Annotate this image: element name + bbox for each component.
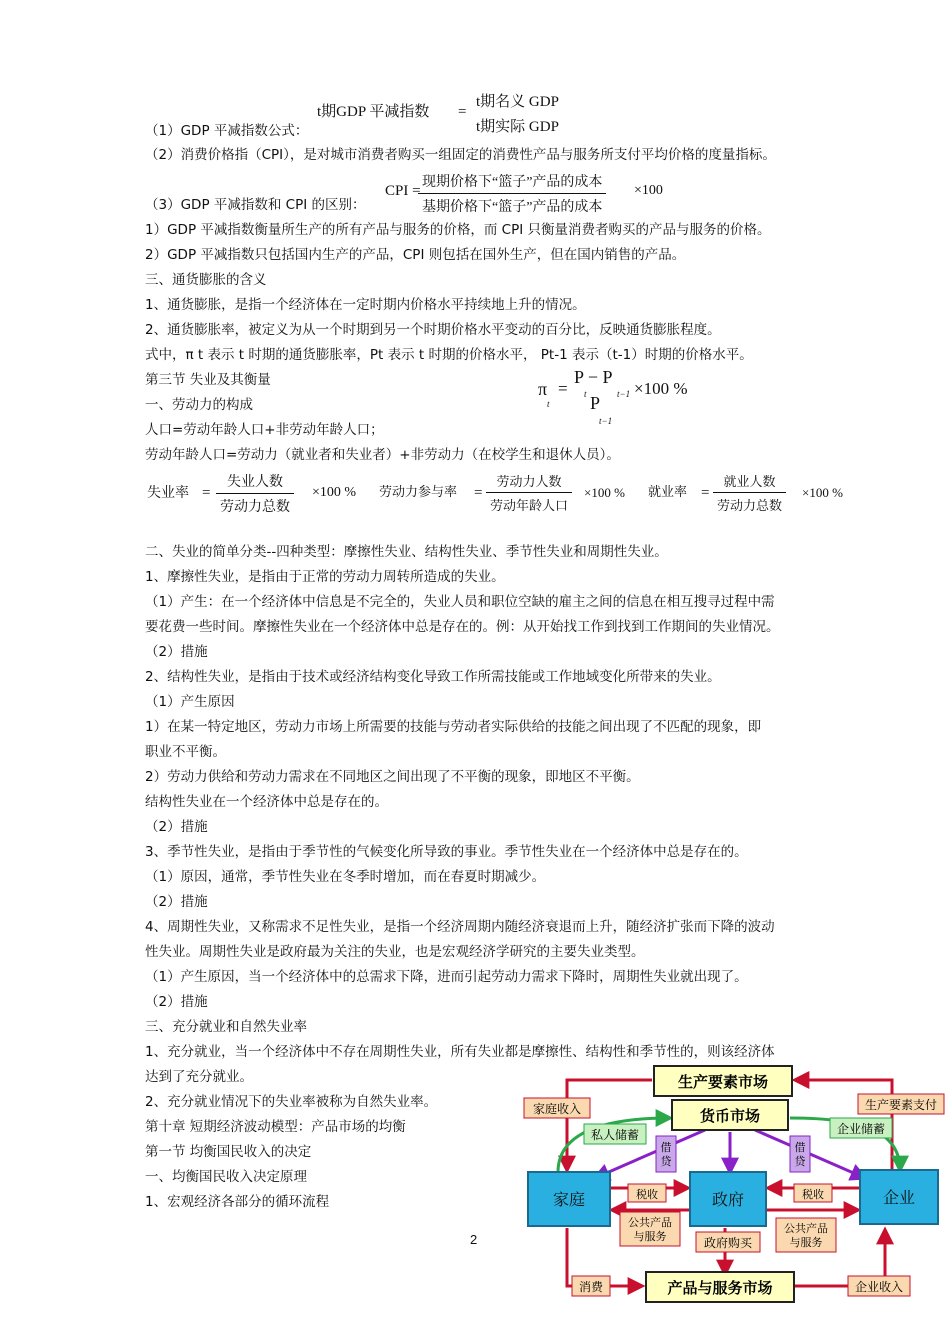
firm-saving-label: 企业储蓄 — [836, 1122, 886, 1136]
firm-income-label: 企业收入 — [854, 1280, 904, 1294]
gov-purchase-tag — [696, 1232, 760, 1252]
text-line: （1）产生原因 — [145, 694, 235, 710]
consumption-tag — [572, 1276, 610, 1296]
gdp-deflator-denominator: t期实际 GDP — [476, 119, 559, 135]
text-line: 结构性失业在一个经济体中总是存在的。 — [145, 794, 388, 810]
inflation-formula-denominator: P — [590, 393, 601, 413]
text-line: （2）措施 — [145, 644, 208, 660]
chapter-heading: 第十章 短期经济波动模型：产品市场的均衡 — [145, 1119, 406, 1135]
text-line: 要花费一些时间。摩擦性失业在一个经济体中总是存在的。例：从开始找工作到找到工作期间的失业情况。 — [145, 619, 780, 635]
lfpr-eq: = — [474, 485, 483, 501]
page-number: 2 — [470, 1232, 478, 1247]
cpi-numerator: 现期价格下“篮子”产品的成本 — [418, 171, 606, 194]
text-line: 职业不平衡。 — [145, 744, 226, 760]
tax-right-label: 税收 — [802, 1188, 824, 1201]
employment-rate-multiplier: ×100 % — [802, 485, 843, 500]
public-goods-left-line-1: 公共产品 — [628, 1216, 672, 1229]
text-line: （2）措施 — [145, 994, 208, 1010]
text-line: 4、周期性失业，又称需求不足性失业，是指一个经济周期内随经济衰退而上升，随经济扩张而下降的波动 — [145, 919, 775, 935]
inflation-formula-pi-sub: t — [547, 399, 550, 409]
household-income-label: 家庭收入 — [532, 1102, 582, 1116]
lfpr-lhs: 劳动力参与率 — [379, 485, 458, 500]
firm-label: 企业 — [882, 1188, 916, 1207]
text-line: 1、充分就业，当一个经济体中不存在周期性失业，所有失业都是摩擦性、结构性和季节性的，则该经济体 — [145, 1044, 775, 1060]
household-node — [528, 1172, 610, 1226]
private-saving-tag — [584, 1124, 646, 1144]
text-line: 2、充分就业情况下的失业率被称为自然失业率。 — [145, 1094, 438, 1110]
unemployment-rate-eq: = — [202, 485, 211, 501]
text-line: 1、宏观经济各部分的循环流程 — [145, 1194, 330, 1210]
factor-market-box — [654, 1066, 792, 1096]
text-line: （1）产生原因，当一个经济体中的总需求下降，进而引起劳动力需求下降时，周期性失业就出现了。 — [145, 969, 748, 985]
cpi-multiplier: ×100 — [634, 183, 663, 198]
public-goods-left-tag — [620, 1212, 680, 1246]
goods-market-label: 产品与服务市场 — [667, 1279, 773, 1297]
text-line: 1）在某一特定地区，劳动力市场上所需要的技能与劳动者实际供给的技能之间出现了不匹配的现象，即 — [145, 719, 762, 735]
unemployment-rate-fraction — [216, 471, 294, 516]
employment-rate-lhs: 就业率 — [648, 485, 688, 500]
inflation-formula-pi: π — [538, 379, 548, 399]
lfpr-denominator: 劳动年龄人口 — [490, 499, 569, 514]
loan-left-char-1: 借 — [660, 1141, 672, 1154]
employment-rate-fraction — [713, 471, 786, 514]
household-label: 家庭 — [552, 1190, 586, 1209]
firm-node — [860, 1170, 938, 1224]
tax-left-tag — [628, 1184, 666, 1202]
loan-right-tag — [790, 1136, 810, 1172]
public-goods-left-line-2: 与服务 — [633, 1230, 667, 1243]
loan-right-char-1: 借 — [794, 1141, 806, 1154]
text-line: 1、摩擦性失业，是指由于正常的劳动力周转所造成的失业。 — [145, 569, 505, 585]
text-line: 达到了充分就业。 — [145, 1069, 253, 1085]
government-node — [690, 1172, 766, 1226]
factor-payment-tag — [858, 1094, 944, 1114]
text-line: 2）劳动力供给和劳动力需求在不同地区之间出现了不平衡的现象，即地区不平衡。 — [145, 769, 640, 785]
household-income-tag — [524, 1098, 590, 1118]
public-goods-right-tag — [776, 1218, 836, 1252]
text-line: （1）原因，通常，季节性失业在冬季时增加，而在春夏时期减少。 — [145, 869, 546, 885]
loan-left-tag — [656, 1136, 676, 1172]
employment-rate-eq: = — [701, 485, 710, 501]
cpi-denominator: 基期价格下“篮子”产品的成本 — [422, 200, 603, 215]
gov-purchase-label: 政府购买 — [703, 1236, 753, 1250]
tax-left-label: 税收 — [636, 1188, 658, 1201]
unemployment-rate-numerator: 失业人数 — [216, 471, 294, 494]
government-label: 政府 — [711, 1190, 745, 1209]
inflation-formula-numerator: P − P — [574, 367, 613, 387]
text-line: 第三节 失业及其衡量 — [145, 372, 271, 388]
text-line: （1）GDP 平减指数公式： — [145, 123, 309, 139]
text-line: 三、通货膨胀的含义 — [145, 272, 267, 288]
text-line: 一、劳动力的构成 — [145, 397, 253, 413]
unemployment-rate-denominator: 劳动力总数 — [220, 499, 290, 515]
firm-saving-tag — [830, 1118, 892, 1138]
text-line: 2）GDP 平减指数只包括国内生产的产品，CPI 则包括在国外生产，但在国内销售的产品。 — [145, 247, 686, 263]
text-line: 人口=劳动年龄人口+非劳动年龄人口； — [145, 422, 384, 438]
money-market-box — [672, 1100, 788, 1130]
inflation-formula-num-sub2: t−1 — [617, 389, 631, 399]
text-line: 三、充分就业和自然失业率 — [145, 1019, 307, 1035]
text-line: 3、季节性失业，是指由于季节性的气候变化所导致的事业。季节性失业在一个经济体中总是存在的。 — [145, 844, 748, 860]
gdp-deflator-formula-eq: = — [458, 104, 467, 120]
inflation-formula-num-sub1: t — [584, 389, 587, 399]
text-line: （2）措施 — [145, 819, 208, 835]
public-goods-right-line-1: 公共产品 — [784, 1222, 828, 1235]
text-line: 一、均衡国民收入决定原理 — [145, 1169, 307, 1185]
lfpr-fraction — [486, 471, 572, 514]
text-line: （3）GDP 平减指数和 CPI 的区别： — [145, 197, 366, 213]
gdp-deflator-fraction — [472, 90, 563, 136]
consumption-label: 消费 — [578, 1280, 604, 1294]
text-line: 式中，π t 表示 t 时期的通货膨胀率，Pt 表示 t 时期的价格水平， Pt-1 表示（t-1）时期的价格水平。 — [145, 347, 753, 363]
loan-left-char-2: 贷 — [660, 1155, 672, 1168]
cpi-fraction — [418, 171, 606, 216]
text-line: 1、通货膨胀，是指一个经济体在一定时期内价格水平持续地上升的情况。 — [145, 297, 586, 313]
inflation-formula-den-sub: t−1 — [599, 416, 613, 426]
circular-flow-diagram — [520, 1060, 945, 1340]
factor-payment-label: 生产要素支付 — [864, 1098, 938, 1112]
lfpr-multiplier: ×100 % — [584, 485, 625, 500]
section-heading: 第一节 均衡国民收入的决定 — [145, 1144, 312, 1160]
factor-market-label: 生产要素市场 — [677, 1073, 769, 1091]
employment-rate-numerator: 就业人数 — [713, 471, 786, 493]
text-line: 性失业。周期性失业是政府最为关注的失业，也是宏观经济学研究的主要失业类型。 — [145, 944, 645, 960]
inflation-formula-eq: = — [558, 379, 568, 398]
lfpr-numerator: 劳动力人数 — [486, 471, 572, 493]
gdp-deflator-formula-lhs: t期GDP 平减指数 — [317, 104, 430, 120]
text-line: 2、通货膨胀率，被定义为从一个时期到另一个时期价格水平变动的百分比，反映通货膨胀程度。 — [145, 322, 721, 338]
text-line: （2）消费价格指（CPI），是对城市消费者购买一组固定的消费性产品与服务所支付平均价格的度量指标。 — [145, 147, 776, 163]
text-line: 二、失业的简单分类--四种类型：摩擦性失业、结构性失业、季节性失业和周期性失业。 — [145, 544, 668, 560]
private-saving-label: 私人储蓄 — [590, 1128, 640, 1142]
money-market-label: 货币市场 — [699, 1107, 761, 1125]
text-line: 劳动年龄人口=劳动力（就业者和失业者）+非劳动力（在校学生和退休人员）。 — [145, 447, 620, 463]
cpi-formula-lhs: CPI = — [385, 183, 421, 199]
unemployment-rate-lhs: 失业率 — [147, 485, 189, 501]
text-line: （2）措施 — [145, 894, 208, 910]
public-goods-right-line-2: 与服务 — [789, 1236, 823, 1249]
unemployment-rate-multiplier: ×100 % — [312, 485, 357, 500]
loan-right-char-2: 贷 — [794, 1155, 806, 1168]
goods-market-box — [646, 1272, 794, 1302]
text-line: （1）产生：在一个经济体中信息是不完全的，失业人员和职位空缺的雇主之间的信息在相互搜寻过程中需 — [145, 594, 775, 610]
inflation-formula-multiplier: ×100 % — [634, 379, 688, 398]
text-line: 1）GDP 平减指数衡量所生产的所有产品与服务的价格，而 CPI 只衡量消费者购买的产品与服务的价格。 — [145, 222, 771, 238]
employment-rate-denominator: 劳动力总数 — [717, 499, 783, 514]
firm-income-tag — [848, 1276, 910, 1296]
tax-right-tag — [794, 1184, 832, 1202]
gdp-deflator-numerator: t期名义 GDP — [476, 94, 559, 110]
text-line: 2、结构性失业，是指由于技术或经济结构变化导致工作所需技能或工作地域变化所带来的失业。 — [145, 669, 721, 685]
